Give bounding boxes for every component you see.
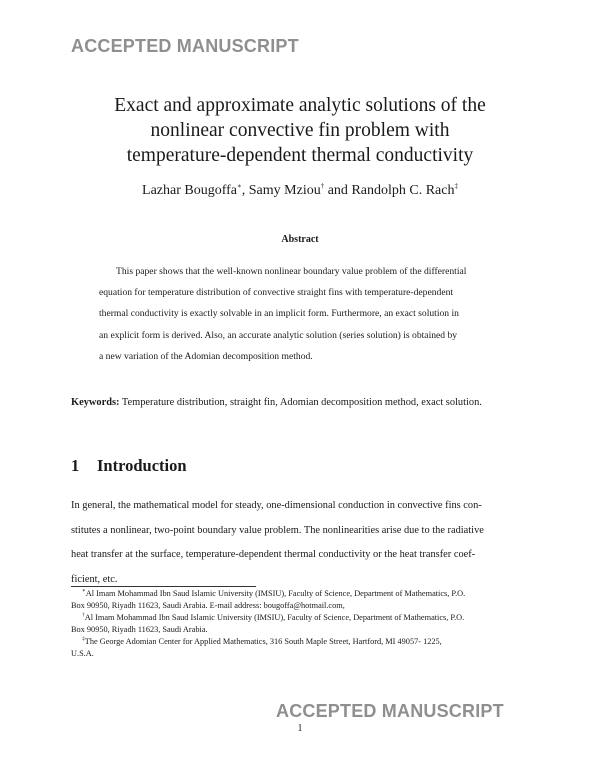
footnote-mark: ∗ [82,588,86,594]
abstract-body [99,261,501,367]
intro-paragraph [71,494,529,592]
keywords-label: Keywords: [71,397,120,408]
author-mark: ∗ [237,182,242,190]
author-separator: and [324,183,352,198]
author-mark: † [320,182,325,190]
paper-title [60,93,540,168]
footnote-text: The George Adomian Center for Applied Mathematics, 316 South Maple Street, Hartford, MI 49057- 1225, [84,637,442,646]
keywords [71,397,482,408]
abstract-line: This paper shows that the well-known nonlinear boundary value problem of the differential [116,266,467,277]
footnote-text: Al Imam Mohammad Ibn Saud Islamic University (IMSIU), Faculty of Science, Department of Mathematics, P.O. [85,589,466,598]
footnote-line [71,612,529,624]
intro-line: ficient, etc. [71,573,118,585]
intro-line: stitutes a nonlinear, two-point boundary value problem. The nonlinearities arise due to the radiative [71,524,484,536]
author-list [60,183,540,199]
title-line: Exact and approximate analytic solutions of the [114,95,486,116]
footnote-line: Box 90950, Riyadh 11623, Saudi Arabia. E-mail address: bougoffa@hotmail.com, [71,601,345,610]
footnote-mark: ‡ [82,636,85,642]
author-mark: ‡ [454,182,458,190]
title-line: nonlinear convective fin problem with [150,120,450,141]
watermark-bottom: ACCEPTED MANUSCRIPT [276,701,504,721]
author-name: Randolph C. Rach [351,183,455,198]
title-line: temperature-dependent thermal conductivity [126,145,474,166]
section-title: Introduction [97,456,187,475]
footnotes [71,588,529,660]
watermark-top: ACCEPTED MANUSCRIPT [71,36,299,56]
abstract-line: a new variation of the Adomian decomposition method. [99,350,313,362]
abstract-heading: Abstract [281,234,319,245]
intro-line: In general, the mathematical model for steady, one-dimensional conduction in convective fins con- [71,500,482,511]
footnote-mark: † [82,612,85,618]
footnote-line [71,636,529,648]
footnote-line: U.S.A. [71,649,94,658]
section-heading [71,456,187,476]
footnote-line: Box 90950, Riyadh 11623, Saudi Arabia. [71,625,208,634]
keywords-text: Temperature distribution, straight fin, Adomian decomposition method, exact solution. [119,397,482,408]
author-name: Samy Mziou [248,183,321,198]
footnote-line [71,588,529,600]
page-number: 1 [297,723,303,734]
abstract-line: thermal conductivity is exactly solvable in an implicit form. Furthermore, an exact solution in [99,308,459,320]
section-number: 1 [71,456,80,475]
abstract-line: equation for temperature distribution of convective straight fins with temperature-dependent [99,287,454,299]
footnote-rule [71,586,256,587]
author-name: Lazhar Bougoffa [142,183,237,198]
intro-line: heat transfer at the surface, temperature-dependent thermal conductivity or the heat transfer coef- [71,549,476,561]
author-separator: , [241,183,249,198]
abstract-line: an explicit form is derived. Also, an accurate analytic solution (series solution) is obtained by [99,329,458,341]
footnote-text: Al Imam Mohammad Ibn Saud Islamic University (IMSIU), Faculty of Science, Department of Mathematics, P.O. [84,613,465,622]
